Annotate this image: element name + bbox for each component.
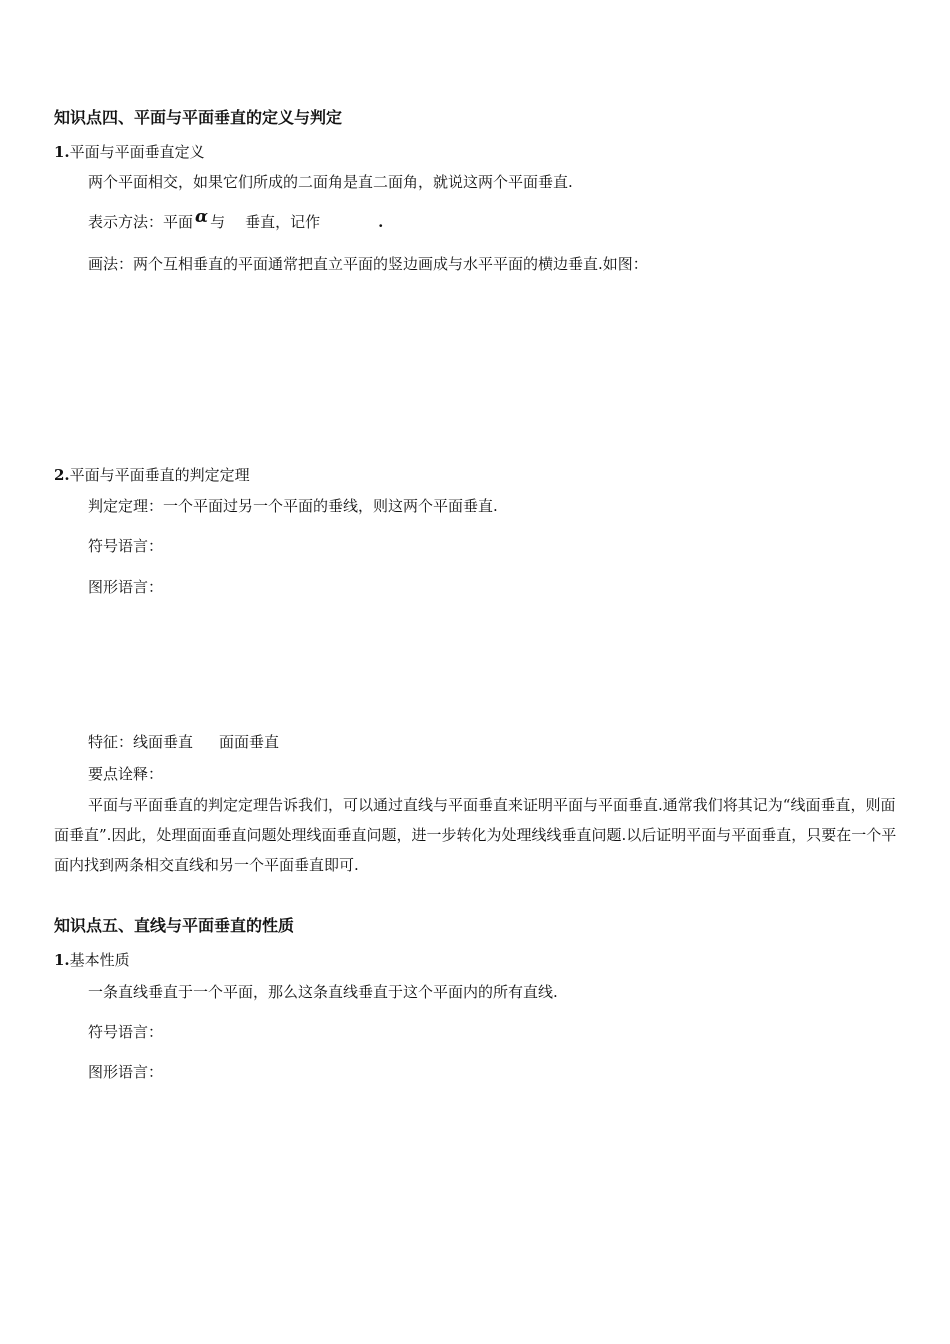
section5-heading: 知识点五、直线与平面垂直的性质 [54,916,295,935]
sub2-title: 平面与平面垂直的判定定理 [69,466,250,484]
sub1-title: 平面与平面垂直定义 [69,143,205,161]
symbol-language-label: 符号语言： [88,537,164,555]
notation-middle: 与 [210,213,226,231]
notation-line [88,207,384,232]
feature-right: 面面垂直 [219,733,280,751]
section4-sub1-heading [54,142,205,162]
alpha-symbol: α [195,207,209,227]
section5-sub1-heading [54,950,130,970]
definition-text: 两个平面相交，如果它们所成的二面角是直二面角，就说这两个平面垂直. [88,173,573,191]
s5-figure-language-label: 图形语言： [88,1063,164,1081]
section4-sub2-heading [54,465,250,485]
drawing-method-text: 画法：两个互相垂直的平面通常把直立平面的竖边画成与水平平面的横边垂直.如图： [88,255,648,273]
explanation-paragraph: 平面与平面垂直的判定定理告诉我们，可以通过直线与平面垂直来证明平面与平面垂直.通常我们将其记为“线面垂直，则面面垂直”.因此，处理面面垂直问题处理线面垂直问题，进一步转化为处理线线垂直问题.以后证明平面与平面垂直，只要在一个平面内找到两条相交直线和另一个平面垂直即可. [54,796,897,874]
key-points-label: 要点诠释： [88,765,164,783]
feature-line [88,732,279,752]
sub2-number: 2. [54,466,70,484]
section4-heading: 知识点四、平面与平面垂直的定义与判定 [54,108,343,127]
property-text: 一条直线垂直于一个平面，那么这条直线垂直于这个平面内的所有直线. [88,983,558,1001]
notation-end: . [378,213,384,231]
s5-sub1-number: 1. [54,951,70,969]
s5-symbol-language-label: 符号语言： [88,1023,164,1041]
s5-sub1-title: 基本性质 [69,951,130,969]
sub1-number: 1. [54,143,70,161]
feature-left: 特征：线面垂直 [88,733,194,751]
notation-suffix: 垂直，记作 [245,213,321,231]
theorem-text: 判定定理：一个平面过另一个平面的垂线，则这两个平面垂直. [88,497,498,515]
notation-prefix: 表示方法：平面 [88,213,194,231]
figure-language-label: 图形语言： [88,578,164,596]
